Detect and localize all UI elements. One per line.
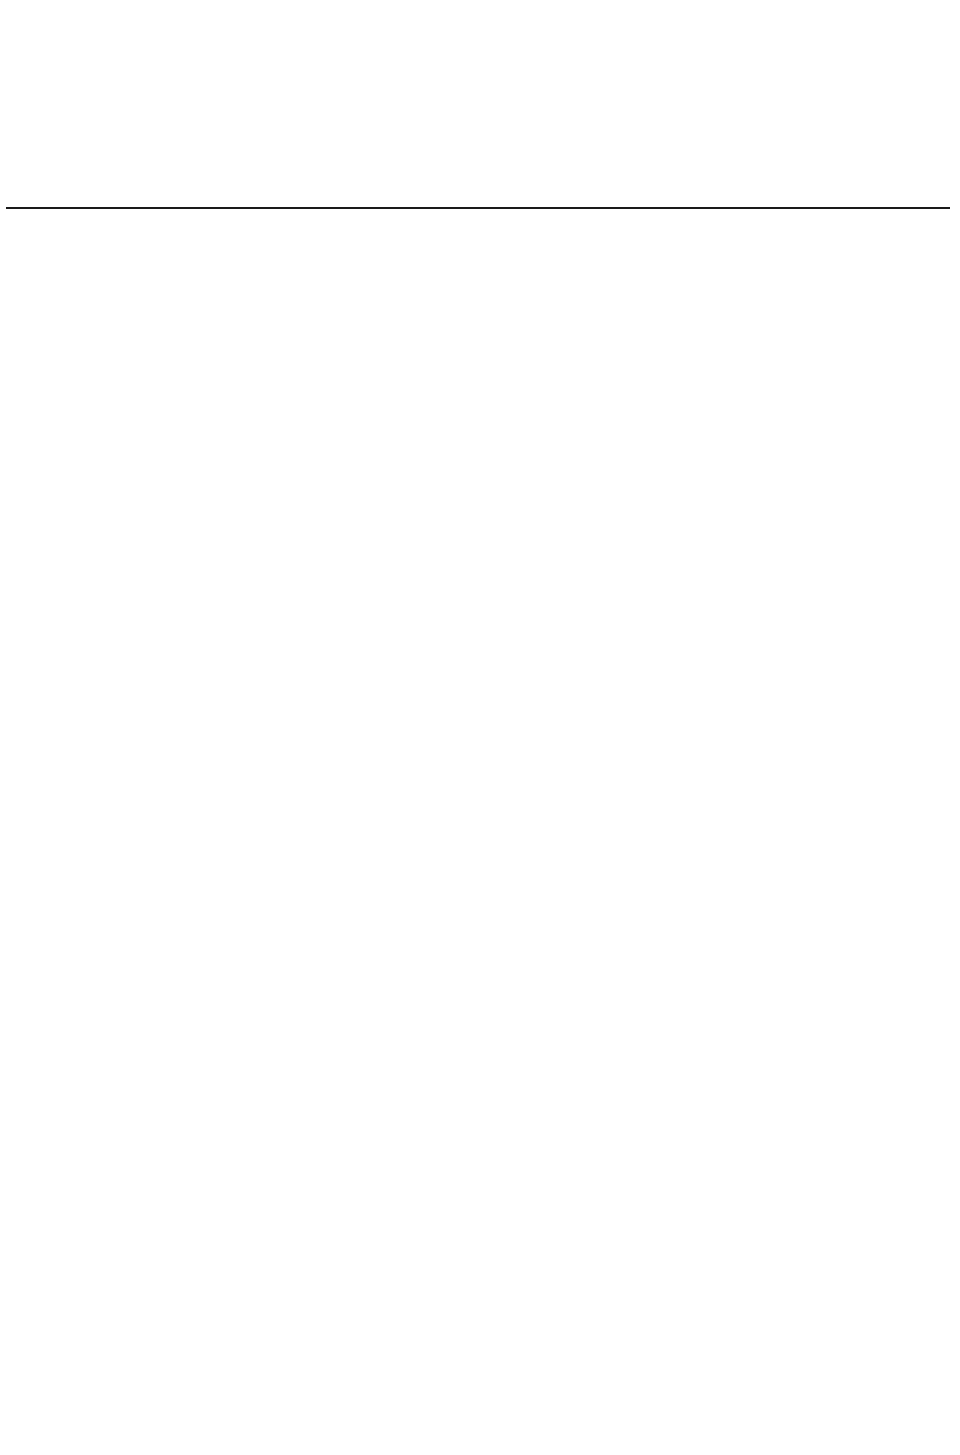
header-divider [6, 207, 950, 209]
